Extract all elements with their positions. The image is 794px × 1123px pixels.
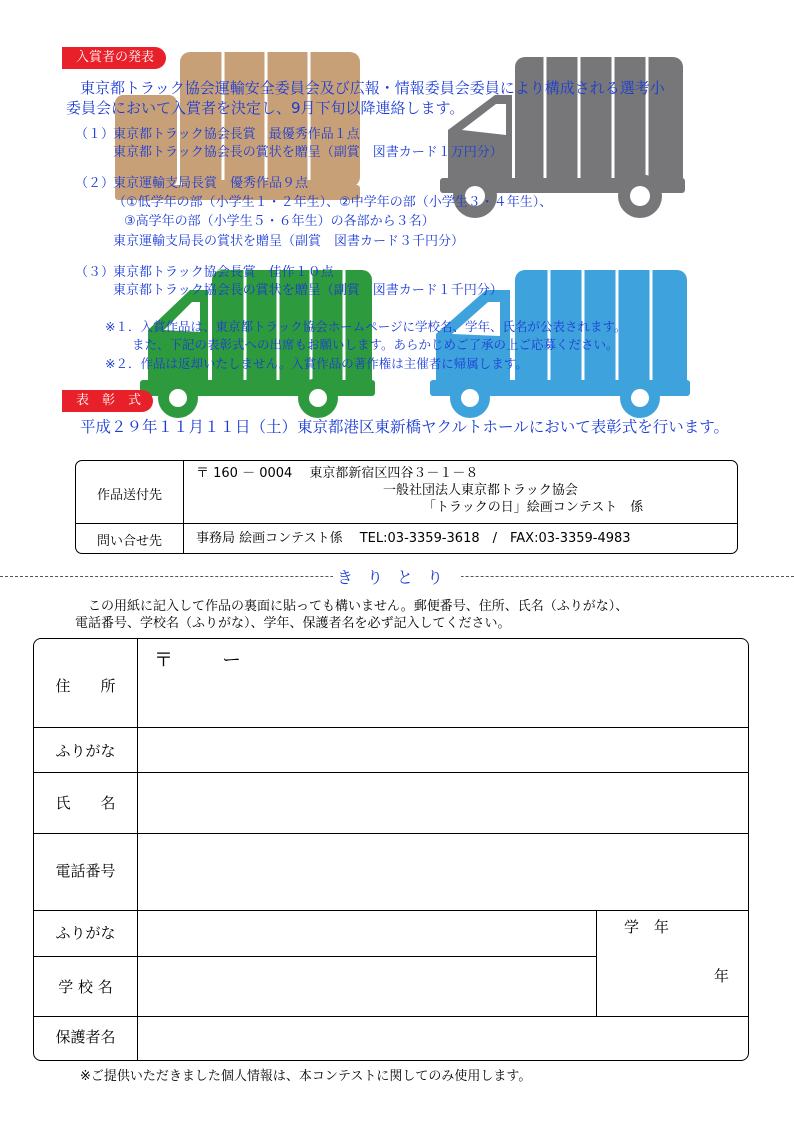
award-item-3-desc: 東京都トラック協会長の賞状を贈呈（副賞 図書カード１千円分） bbox=[113, 283, 503, 298]
postal-mark: 〒 bbox=[154, 649, 174, 671]
award-item-1-desc: 東京都トラック協会長の賞状を贈呈（副賞 図書カード１万円分） bbox=[113, 145, 503, 160]
ceremony-text: 平成２９年１１月１１日（土）東京都港区東新橋ヤクルトホールにおいて表彰式を行います。 bbox=[80, 418, 729, 436]
cut-text: きりとり bbox=[333, 568, 461, 587]
name-input[interactable] bbox=[138, 773, 747, 832]
furigana-label: ふりがな bbox=[55, 742, 116, 760]
grade-unit: 年 bbox=[714, 967, 730, 985]
note-1-line2: また、下記の表彰式への出席もお願いします。あらかじめご了承の上ご応募ください。 bbox=[132, 337, 619, 352]
grade-input[interactable] bbox=[597, 939, 707, 1015]
note-2: ※２．作品は返却いたしません。入賞作品の著作権は主催者に帰属します。 bbox=[105, 356, 528, 371]
award-intro-line1: 東京都トラック協会運輸安全委員会及び広報・情報委員会委員により構成される選考小 bbox=[80, 79, 665, 97]
guardian-input[interactable] bbox=[138, 1017, 747, 1059]
entry-form bbox=[33, 638, 749, 1061]
school-furigana-label: ふりがな bbox=[55, 924, 116, 942]
send-label: 作品送付先 bbox=[96, 488, 162, 503]
form-instruction-line2: 電話番号、学校名（ふりがな）、学年、保護者名を必ず記入してください。 bbox=[75, 616, 511, 631]
address-input-area[interactable] bbox=[138, 669, 747, 725]
inquiry-text: 事務局 絵画コンテスト係 TEL:03-3359-3618 / FAX:03-3359-4983 bbox=[196, 531, 631, 546]
award-item-2-title: 東京運輸支局長賞 優秀作品９点 bbox=[113, 176, 309, 191]
name-furigana-input[interactable] bbox=[138, 728, 747, 771]
award-item-1-title: 東京都トラック協会長賞 最優秀作品１点 bbox=[113, 127, 360, 142]
guardian-label: 保護者名 bbox=[55, 1028, 116, 1046]
phone-label: 電話番号 bbox=[55, 862, 116, 880]
school-input[interactable] bbox=[138, 957, 595, 1015]
award-item-3-num: （３） bbox=[75, 265, 115, 280]
award-item-1-num: （１） bbox=[75, 127, 115, 142]
send-department: 「トラックの日」絵画コンテスト 係 bbox=[423, 500, 644, 515]
award-item-2-num: （２） bbox=[75, 176, 115, 191]
note-1-line1: ※１．入賞作品は、東京都トラック協会ホームページに学校名、学年、氏名が公表されます。 bbox=[105, 319, 627, 334]
school-label: 学 校 名 bbox=[58, 978, 113, 996]
send-organization: 一般社団法人東京都トラック協会 bbox=[383, 483, 578, 498]
grade-label: 学 年 bbox=[624, 918, 670, 936]
award-heading-badge: 入賞者の発表 bbox=[62, 47, 166, 69]
award-item-3-title: 東京都トラック協会長賞 佳作１０点 bbox=[113, 265, 334, 280]
inquiry-label: 問い合せ先 bbox=[96, 534, 162, 549]
send-address: 〒 160 － 0004 東京都新宿区四谷３－１－８ bbox=[196, 466, 479, 481]
award-item-2-divisions: （①低学年の部（小学生１・２年生）、②中学年の部（小学生３・４年生）、 bbox=[113, 195, 553, 210]
form-instruction-line1: この用紙に記入して作品の裏面に貼っても構いません。郵便番号、住所、氏名（ふりがな）、 bbox=[88, 599, 629, 614]
address-label: 住 所 bbox=[55, 677, 116, 695]
phone-input[interactable] bbox=[138, 834, 747, 909]
postal-dash: ー bbox=[222, 649, 242, 671]
award-item-2-desc: 東京運輸支局長の賞状を贈呈（副賞 図書カード３千円分） bbox=[113, 234, 465, 249]
school-furigana-input[interactable] bbox=[138, 911, 595, 955]
privacy-note: ※ご提供いただきました個人情報は、本コンテストに関してのみ使用します。 bbox=[80, 1069, 532, 1084]
award-intro-line2: 委員会において入賞者を決定し、9月下旬以降連絡します。 bbox=[66, 99, 465, 117]
award-item-2-divisions-cont: ③高学年の部（小学生５・６年生）の各部から３名） bbox=[124, 214, 435, 229]
ceremony-heading-badge: 表 彰 式 bbox=[62, 390, 153, 412]
contact-box bbox=[75, 460, 738, 554]
name-label: 氏 名 bbox=[55, 794, 116, 812]
